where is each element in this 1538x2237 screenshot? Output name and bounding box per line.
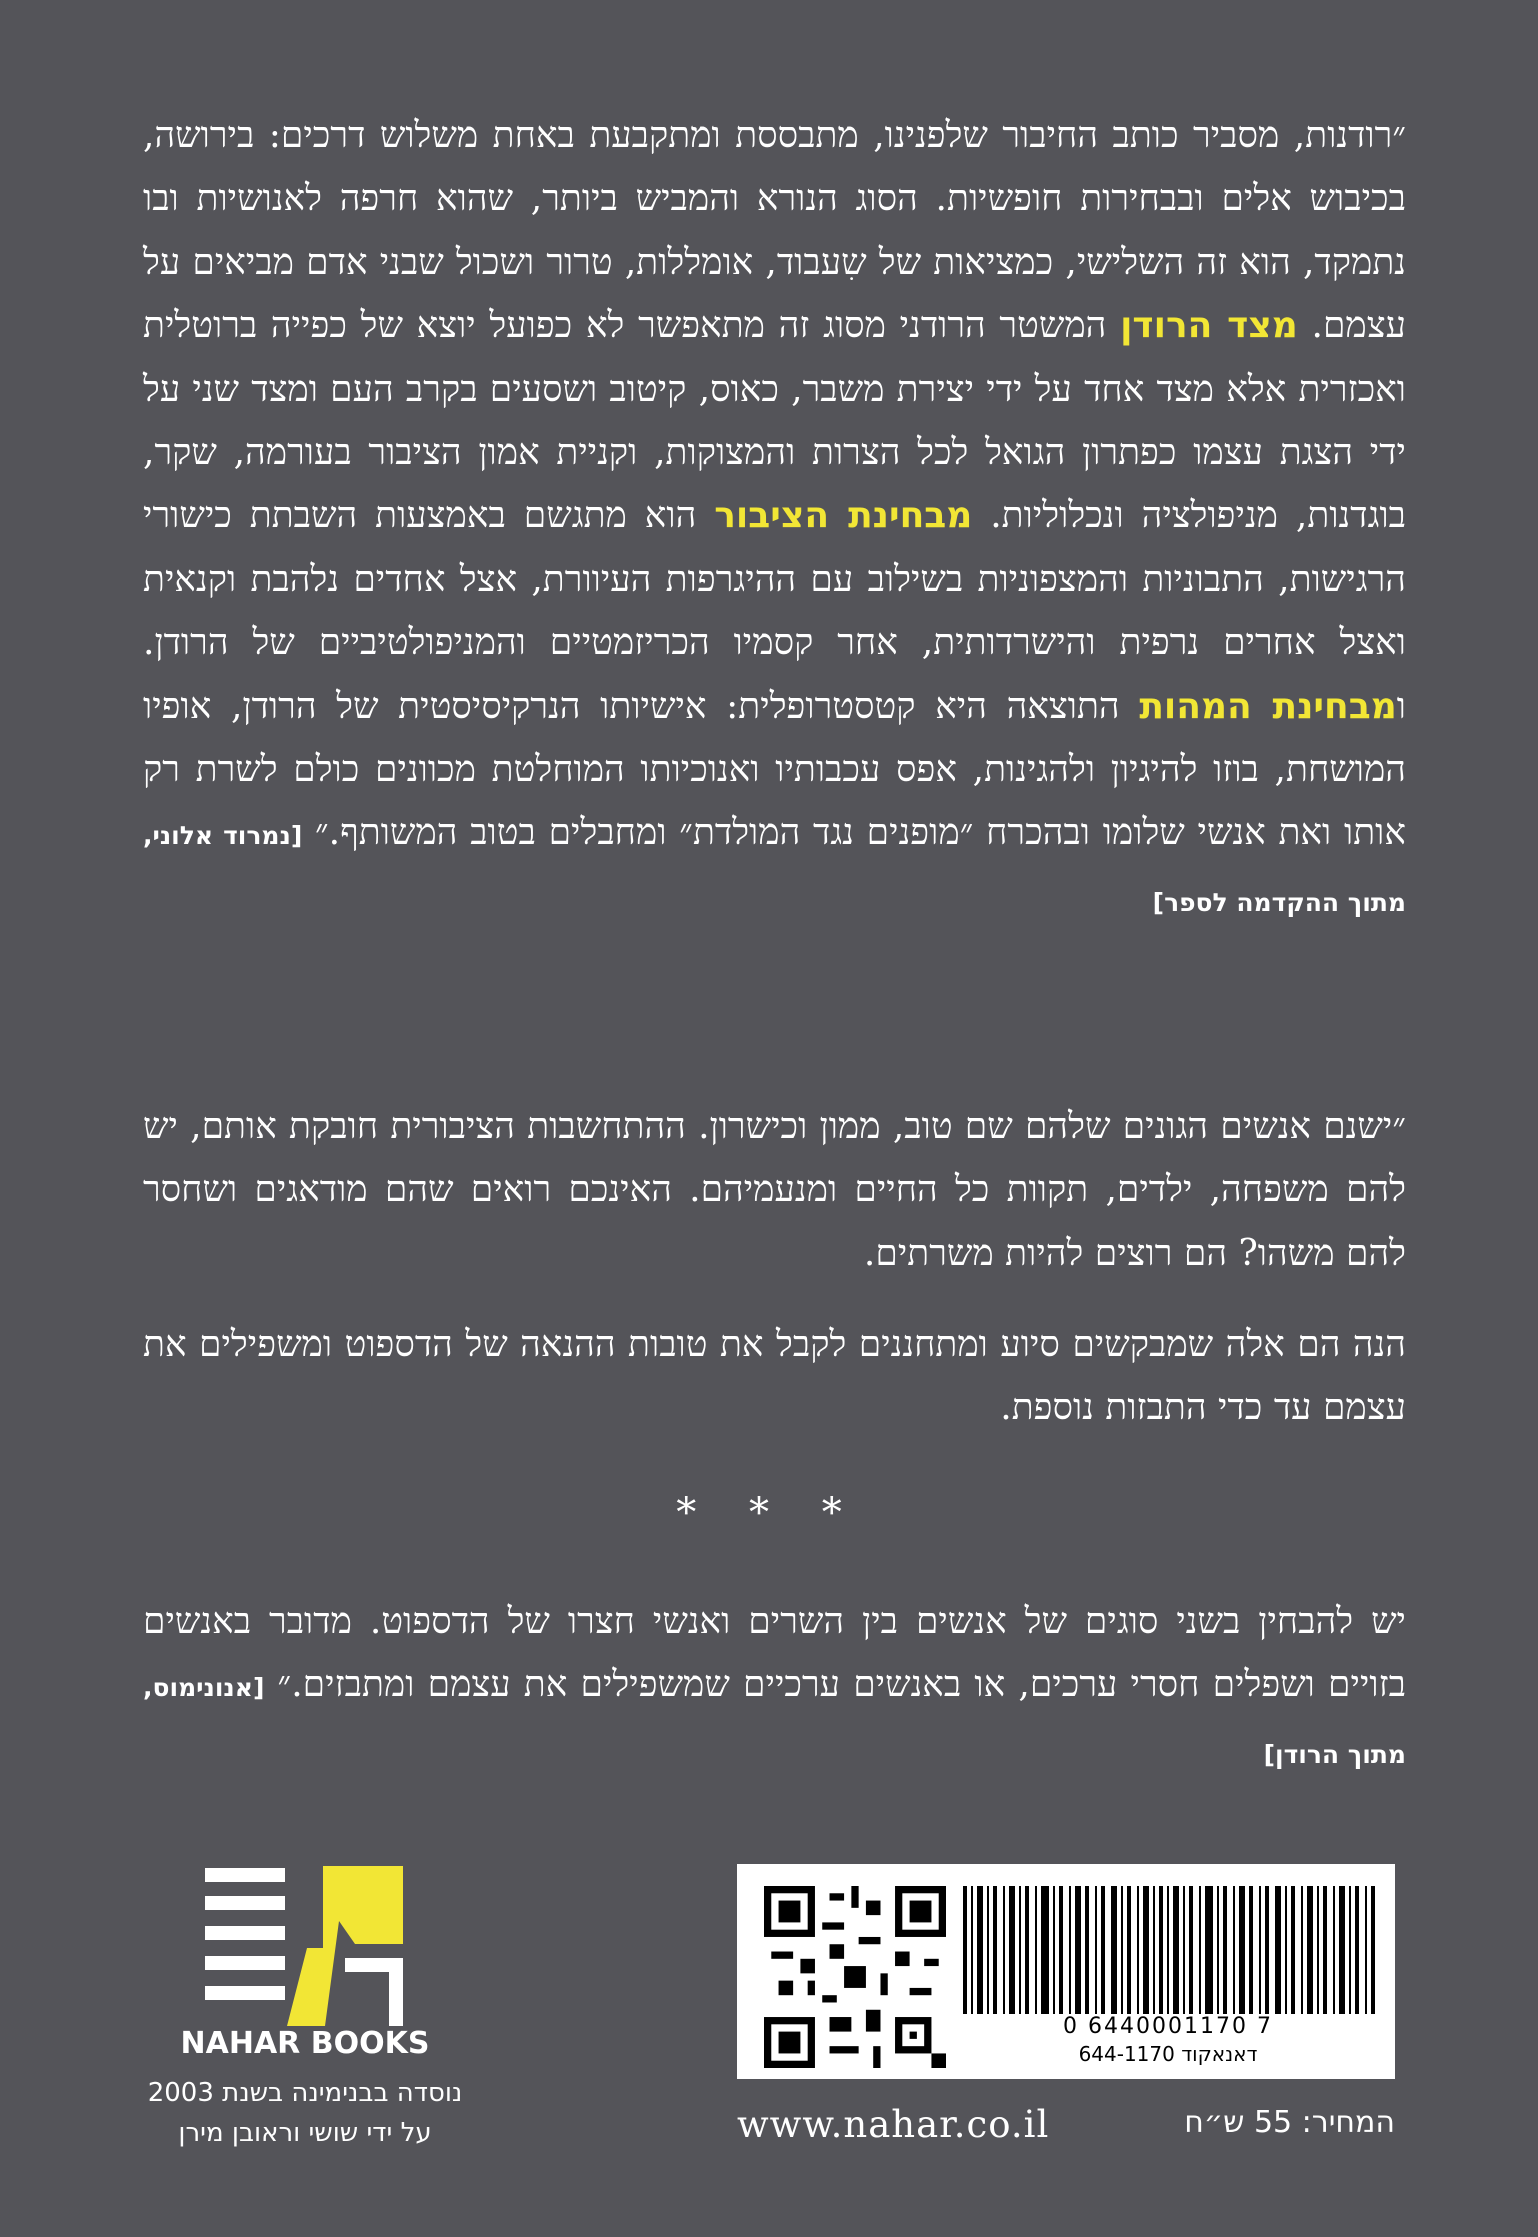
nahar-logo-icon <box>205 1866 403 2026</box>
quote-text: המשטר הרודני מסוג זה מתאפשר לא כפועל יוצא של כפייה ברוטלית ואכזרית אלא מצד אחד על ידי יצירת משבר, כאוס, קיטוב ושסעים בקרב העם ומצד שני על ידי הצגת עצמו כפתרון הגואל לכל הצרות והמצוקות, וקניית אמון הציבור בעורמה, שקר, בוגדנות, מניפולציה ונכלוליות. <box>143 305 1407 537</box>
highlight-ruler: מצד הרודן <box>1120 305 1298 347</box>
barcode-bars-icon <box>959 1886 1377 2014</box>
third-quote <box>143 1590 1406 1786</box>
quote-text: הוא מתגשם באמצעות השבתת כישורי הרגישות, התבוניות והמצפוניות בשילוב עם ההיגרפות העיוורת, אצל אחדים נלהבת וקנאית ואצל אחרים נרפית והישרדותית, אחר קסמיו הכריזמטיים והמניפולטיביים של הרודן. ו <box>143 495 1406 727</box>
catalog-number: דאנאקוד 644-1170 <box>1078 2042 1258 2066</box>
founders-text: על ידי שושי וראובן מירן <box>178 2118 432 2148</box>
quote-text: התוצאה היא קטסטרופלית: אישיותו הנרקיסיסטית של הרודן, אופיו המושחת, בוזו להיגיון ולהגינות, אפס עכבותיו ואנוכיותו המוחלטת מכוונים כולם לשרת רק אותו ואת אנשי שלומו ובהכרח ״מופנים נגד המולדת״ ומחבלים בטוב המשותף.״ <box>143 685 1406 854</box>
intro-quote <box>143 104 1406 934</box>
second-quote-para2: הנה הם אלה שמבקשים סיוע ומתחננים לקבל את טובות ההנאה של הדספוט ומשפילים את עצמם עד כדי התבזות נוספת. <box>143 1324 1406 1429</box>
quote-text: ״רודנות, מסביר כותב החיבור שלפנינו, מתבססת ומתקבעת באחת משלוש דרכים: בירושה, בכיבוש אלים ובבחירות חופשיות. הסוג הנורא והמביש ביותר, שהוא חרפה לאנושיות ובו נתמקד, הוא זה השלישי, כמציאות של שִעבוד, אומללות, טרור ושכול שבני אדם מביאים על עצמם. <box>143 115 1406 347</box>
quote-text: יש להבחין בשני סוגים של אנשים בין השרים ואנשי חצרו של הדספוט. מדובר באנשים בזויים ושפלים חסרי ערכים, או באנשים ערכיים שמשפילים את עצמם ומתבזים.״ <box>143 1601 1406 1706</box>
highlight-essence: מבחינת המהות <box>1139 685 1397 727</box>
barcode-panel <box>737 1864 1395 2079</box>
highlight-public: מבחינת הציבור <box>714 495 973 537</box>
price-label: המחיר: 55 ש״ח <box>1184 2105 1395 2140</box>
citation: [נמרוד אלוני, מתוך ההקדמה לספר] <box>143 821 1406 917</box>
publisher-brand: NAHAR BOOKS <box>180 2026 430 2061</box>
website-link[interactable]: www.nahar.co.il <box>737 2103 1050 2146</box>
citation: [אנונימוס, מתוך הרודן] <box>143 1673 1406 1769</box>
section-separator: * * * <box>676 1490 862 1536</box>
barcode-number: 0 6440001170 7 <box>1063 2014 1273 2039</box>
qr-code-icon <box>764 1886 946 2068</box>
second-quote-para1: ״ישנם אנשים הגונים שלהם שם טוב, ממון וכישרון. ההתחשבות הציבורית חובקת אותם, יש להם משפחה, ילדים, תקוות כל החיים ומנעמיהם. האינכם רואים שהם מודאגים ושחסר להם משהו? הם רוצים להיות משרתים. <box>143 1106 1406 1274</box>
founded-text: נוסדה בבנימינה בשנת 2003 <box>147 2078 463 2108</box>
